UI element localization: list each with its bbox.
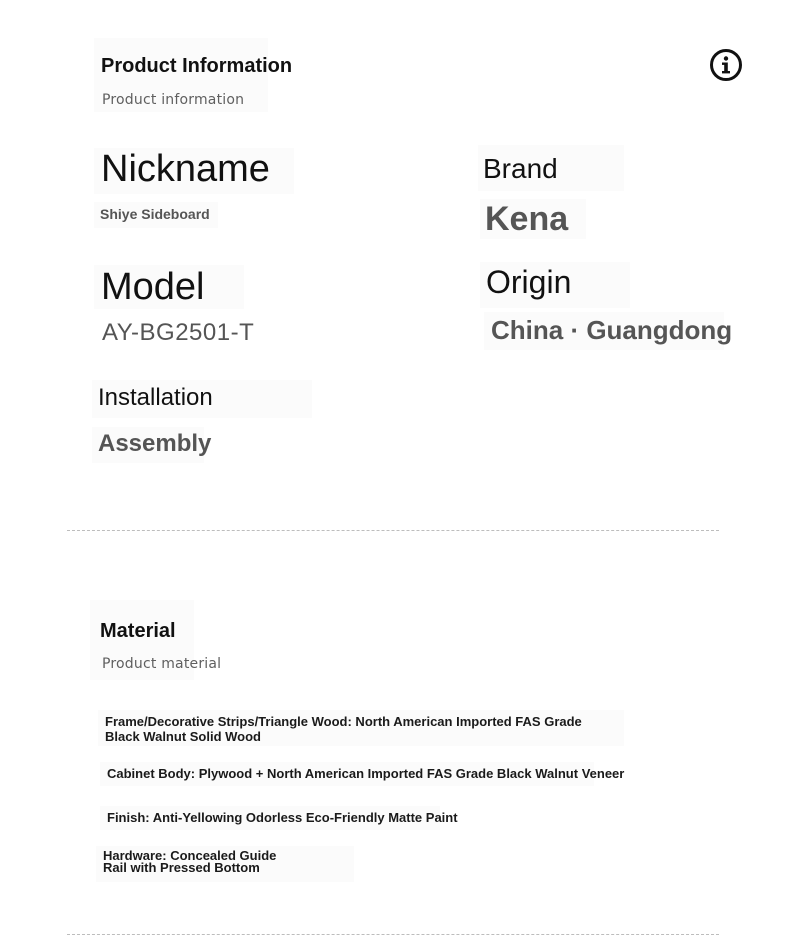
material-item: Finish: Anti-Yellowing Odorless Eco-Friendly Matte Paint <box>107 810 458 825</box>
section-divider <box>67 530 719 531</box>
brand-label: Brand <box>483 153 558 184</box>
installation-value: Assembly <box>98 430 212 457</box>
info-circle-icon[interactable] <box>709 48 743 82</box>
material-subtitle: Product material <box>102 656 222 672</box>
material-item: Hardware: Concealed Guide Rail with Pressed Bottom <box>103 848 277 875</box>
brand-value: Kena <box>485 200 569 238</box>
section-subtitle: Product information <box>102 92 245 108</box>
material-item: Cabinet Body: Plywood + North American Imported FAS Grade Black Walnut Veneer <box>107 766 625 781</box>
installation-label: Installation <box>98 384 213 411</box>
model-value: AY-BG2501-T <box>102 319 255 346</box>
nickname-value: Shiye Sideboard <box>100 206 210 222</box>
material-title: Material <box>100 620 176 642</box>
material-item: Frame/Decorative Strips/Triangle Wood: North American Imported FAS Grade Black Walnut Solid Wood <box>105 714 582 744</box>
nickname-label: Nickname <box>101 148 270 190</box>
origin-value: China · Guangdong <box>491 315 733 345</box>
origin-label: Origin <box>486 264 572 300</box>
section-title: Product Information <box>101 55 293 77</box>
section-divider <box>67 934 719 935</box>
model-label: Model <box>101 266 205 308</box>
